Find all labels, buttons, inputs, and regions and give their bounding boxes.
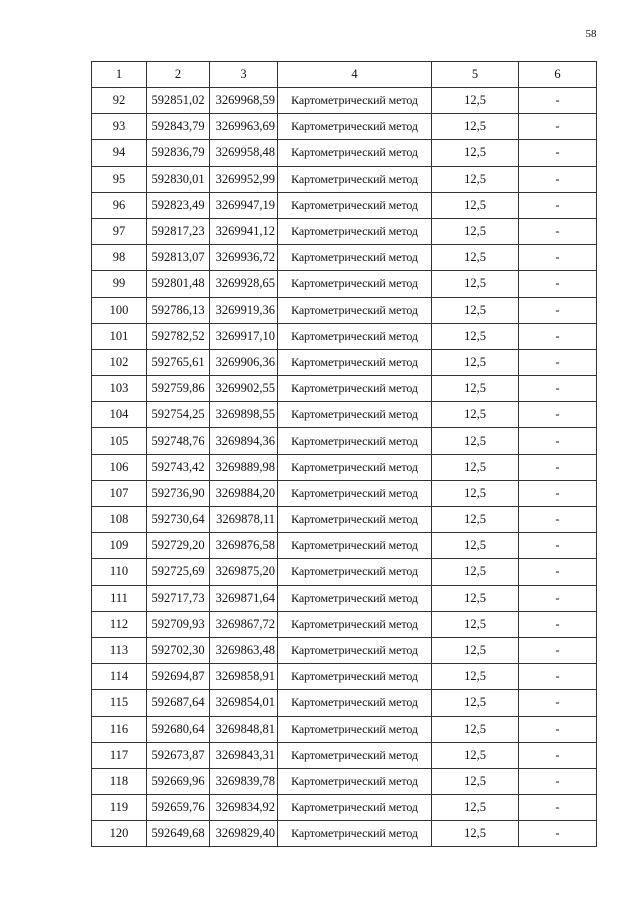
accuracy-cell: 12,5 xyxy=(432,114,519,140)
table-row xyxy=(92,716,597,742)
point-number-cell: 115 xyxy=(92,690,147,716)
note-cell: - xyxy=(519,716,597,742)
x-coordinate-cell: 592743,42 xyxy=(147,454,210,480)
x-coordinate-cell: 592709,93 xyxy=(147,611,210,637)
y-coordinate-cell: 3269952,99 xyxy=(210,166,278,192)
note-cell: - xyxy=(519,507,597,533)
table-row xyxy=(92,140,597,166)
table-row xyxy=(92,218,597,244)
table-body xyxy=(92,88,597,847)
x-coordinate-cell: 592759,86 xyxy=(147,376,210,402)
x-coordinate-cell: 592801,48 xyxy=(147,271,210,297)
y-coordinate-cell: 3269963,69 xyxy=(210,114,278,140)
accuracy-cell: 12,5 xyxy=(432,297,519,323)
note-cell: - xyxy=(519,218,597,244)
method-cell: Картометрический метод xyxy=(278,690,432,716)
note-cell: - xyxy=(519,140,597,166)
method-cell: Картометрический метод xyxy=(278,245,432,271)
point-number-cell: 93 xyxy=(92,114,147,140)
table-row xyxy=(92,271,597,297)
x-coordinate-cell: 592659,76 xyxy=(147,795,210,821)
note-cell: - xyxy=(519,166,597,192)
method-cell: Картометрический метод xyxy=(278,637,432,663)
note-cell: - xyxy=(519,297,597,323)
method-cell: Картометрический метод xyxy=(278,428,432,454)
accuracy-cell: 12,5 xyxy=(432,742,519,768)
y-coordinate-cell: 3269878,11 xyxy=(210,507,278,533)
point-number-cell: 112 xyxy=(92,611,147,637)
x-coordinate-cell: 592736,90 xyxy=(147,480,210,506)
table-row xyxy=(92,637,597,663)
accuracy-cell: 12,5 xyxy=(432,323,519,349)
point-number-cell: 119 xyxy=(92,795,147,821)
point-number-cell: 100 xyxy=(92,297,147,323)
y-coordinate-cell: 3269919,36 xyxy=(210,297,278,323)
note-cell: - xyxy=(519,533,597,559)
point-number-cell: 99 xyxy=(92,271,147,297)
x-coordinate-cell: 592673,87 xyxy=(147,742,210,768)
point-number-cell: 96 xyxy=(92,192,147,218)
note-cell: - xyxy=(519,480,597,506)
y-coordinate-cell: 3269958,48 xyxy=(210,140,278,166)
point-number-cell: 104 xyxy=(92,402,147,428)
table-row xyxy=(92,611,597,637)
note-cell: - xyxy=(519,271,597,297)
x-coordinate-cell: 592754,25 xyxy=(147,402,210,428)
note-cell: - xyxy=(519,323,597,349)
y-coordinate-cell: 3269906,36 xyxy=(210,349,278,375)
x-coordinate-cell: 592649,68 xyxy=(147,821,210,847)
x-coordinate-cell: 592786,13 xyxy=(147,297,210,323)
point-number-cell: 120 xyxy=(92,821,147,847)
accuracy-cell: 12,5 xyxy=(432,245,519,271)
table-row xyxy=(92,376,597,402)
accuracy-cell: 12,5 xyxy=(432,271,519,297)
table-row xyxy=(92,768,597,794)
y-coordinate-cell: 3269867,72 xyxy=(210,611,278,637)
note-cell: - xyxy=(519,585,597,611)
point-number-cell: 117 xyxy=(92,742,147,768)
y-coordinate-cell: 3269876,58 xyxy=(210,533,278,559)
x-coordinate-cell: 592765,61 xyxy=(147,349,210,375)
point-number-cell: 95 xyxy=(92,166,147,192)
table-row xyxy=(92,559,597,585)
header-cell-2: 2 xyxy=(147,62,210,88)
x-coordinate-cell: 592694,87 xyxy=(147,664,210,690)
x-coordinate-cell: 592830,01 xyxy=(147,166,210,192)
header-cell-6: 6 xyxy=(519,62,597,88)
point-number-cell: 110 xyxy=(92,559,147,585)
accuracy-cell: 12,5 xyxy=(432,192,519,218)
x-coordinate-cell: 592702,30 xyxy=(147,637,210,663)
method-cell: Картометрический метод xyxy=(278,795,432,821)
point-number-cell: 103 xyxy=(92,376,147,402)
y-coordinate-cell: 3269854,01 xyxy=(210,690,278,716)
table-row xyxy=(92,821,597,847)
method-cell: Картометрический метод xyxy=(278,323,432,349)
method-cell: Картометрический метод xyxy=(278,402,432,428)
method-cell: Картометрический метод xyxy=(278,716,432,742)
page-number: 58 xyxy=(585,28,597,40)
x-coordinate-cell: 592823,49 xyxy=(147,192,210,218)
x-coordinate-cell: 592813,07 xyxy=(147,245,210,271)
header-cell-4: 4 xyxy=(278,62,432,88)
method-cell: Картометрический метод xyxy=(278,821,432,847)
y-coordinate-cell: 3269829,40 xyxy=(210,821,278,847)
point-number-cell: 114 xyxy=(92,664,147,690)
x-coordinate-cell: 592851,02 xyxy=(147,88,210,114)
accuracy-cell: 12,5 xyxy=(432,480,519,506)
method-cell: Картометрический метод xyxy=(278,742,432,768)
y-coordinate-cell: 3269843,31 xyxy=(210,742,278,768)
accuracy-cell: 12,5 xyxy=(432,533,519,559)
table-row xyxy=(92,349,597,375)
table-row xyxy=(92,585,597,611)
point-number-cell: 106 xyxy=(92,454,147,480)
point-number-cell: 107 xyxy=(92,480,147,506)
accuracy-cell: 12,5 xyxy=(432,88,519,114)
table-row xyxy=(92,166,597,192)
note-cell: - xyxy=(519,795,597,821)
y-coordinate-cell: 3269894,36 xyxy=(210,428,278,454)
method-cell: Картометрический метод xyxy=(278,166,432,192)
method-cell: Картометрический метод xyxy=(278,114,432,140)
method-cell: Картометрический метод xyxy=(278,297,432,323)
note-cell: - xyxy=(519,428,597,454)
accuracy-cell: 12,5 xyxy=(432,218,519,244)
note-cell: - xyxy=(519,402,597,428)
x-coordinate-cell: 592729,20 xyxy=(147,533,210,559)
point-number-cell: 113 xyxy=(92,637,147,663)
accuracy-cell: 12,5 xyxy=(432,166,519,192)
accuracy-cell: 12,5 xyxy=(432,349,519,375)
table-row xyxy=(92,245,597,271)
x-coordinate-cell: 592717,73 xyxy=(147,585,210,611)
accuracy-cell: 12,5 xyxy=(432,585,519,611)
y-coordinate-cell: 3269928,65 xyxy=(210,271,278,297)
accuracy-cell: 12,5 xyxy=(432,768,519,794)
accuracy-cell: 12,5 xyxy=(432,611,519,637)
accuracy-cell: 12,5 xyxy=(432,716,519,742)
table-row xyxy=(92,795,597,821)
x-coordinate-cell: 592836,79 xyxy=(147,140,210,166)
point-number-cell: 94 xyxy=(92,140,147,166)
note-cell: - xyxy=(519,664,597,690)
x-coordinate-cell: 592748,76 xyxy=(147,428,210,454)
y-coordinate-cell: 3269936,72 xyxy=(210,245,278,271)
x-coordinate-cell: 592817,23 xyxy=(147,218,210,244)
point-number-cell: 92 xyxy=(92,88,147,114)
point-number-cell: 108 xyxy=(92,507,147,533)
note-cell: - xyxy=(519,88,597,114)
accuracy-cell: 12,5 xyxy=(432,507,519,533)
table-row xyxy=(92,297,597,323)
accuracy-cell: 12,5 xyxy=(432,690,519,716)
y-coordinate-cell: 3269884,20 xyxy=(210,480,278,506)
note-cell: - xyxy=(519,690,597,716)
method-cell: Картометрический метод xyxy=(278,585,432,611)
method-cell: Картометрический метод xyxy=(278,559,432,585)
accuracy-cell: 12,5 xyxy=(432,140,519,166)
point-number-cell: 116 xyxy=(92,716,147,742)
accuracy-cell: 12,5 xyxy=(432,402,519,428)
accuracy-cell: 12,5 xyxy=(432,795,519,821)
y-coordinate-cell: 3269898,55 xyxy=(210,402,278,428)
y-coordinate-cell: 3269839,78 xyxy=(210,768,278,794)
table-row xyxy=(92,323,597,349)
x-coordinate-cell: 592843,79 xyxy=(147,114,210,140)
note-cell: - xyxy=(519,637,597,663)
note-cell: - xyxy=(519,245,597,271)
method-cell: Картометрический метод xyxy=(278,376,432,402)
note-cell: - xyxy=(519,454,597,480)
coordinates-table xyxy=(91,61,597,847)
note-cell: - xyxy=(519,349,597,375)
header-cell-1: 1 xyxy=(92,62,147,88)
method-cell: Картометрический метод xyxy=(278,611,432,637)
table-row xyxy=(92,88,597,114)
header-cell-5: 5 xyxy=(432,62,519,88)
point-number-cell: 102 xyxy=(92,349,147,375)
y-coordinate-cell: 3269968,59 xyxy=(210,88,278,114)
y-coordinate-cell: 3269871,64 xyxy=(210,585,278,611)
point-number-cell: 109 xyxy=(92,533,147,559)
y-coordinate-cell: 3269875,20 xyxy=(210,559,278,585)
note-cell: - xyxy=(519,768,597,794)
method-cell: Картометрический метод xyxy=(278,218,432,244)
point-number-cell: 111 xyxy=(92,585,147,611)
table-row xyxy=(92,454,597,480)
x-coordinate-cell: 592669,96 xyxy=(147,768,210,794)
accuracy-cell: 12,5 xyxy=(432,376,519,402)
accuracy-cell: 12,5 xyxy=(432,428,519,454)
method-cell: Картометрический метод xyxy=(278,480,432,506)
x-coordinate-cell: 592725,69 xyxy=(147,559,210,585)
method-cell: Картометрический метод xyxy=(278,349,432,375)
table-row xyxy=(92,192,597,218)
note-cell: - xyxy=(519,559,597,585)
note-cell: - xyxy=(519,611,597,637)
method-cell: Картометрический метод xyxy=(278,533,432,559)
y-coordinate-cell: 3269848,81 xyxy=(210,716,278,742)
header-cell-3: 3 xyxy=(210,62,278,88)
table-row xyxy=(92,428,597,454)
y-coordinate-cell: 3269834,92 xyxy=(210,795,278,821)
note-cell: - xyxy=(519,821,597,847)
method-cell: Картометрический метод xyxy=(278,88,432,114)
y-coordinate-cell: 3269941,12 xyxy=(210,218,278,244)
method-cell: Картометрический метод xyxy=(278,271,432,297)
header-row xyxy=(92,62,597,88)
table-row xyxy=(92,402,597,428)
table-row xyxy=(92,742,597,768)
accuracy-cell: 12,5 xyxy=(432,637,519,663)
y-coordinate-cell: 3269858,91 xyxy=(210,664,278,690)
point-number-cell: 98 xyxy=(92,245,147,271)
point-number-cell: 97 xyxy=(92,218,147,244)
table-row xyxy=(92,533,597,559)
point-number-cell: 118 xyxy=(92,768,147,794)
point-number-cell: 105 xyxy=(92,428,147,454)
method-cell: Картометрический метод xyxy=(278,768,432,794)
method-cell: Картометрический метод xyxy=(278,454,432,480)
accuracy-cell: 12,5 xyxy=(432,821,519,847)
y-coordinate-cell: 3269947,19 xyxy=(210,192,278,218)
point-number-cell: 101 xyxy=(92,323,147,349)
y-coordinate-cell: 3269902,55 xyxy=(210,376,278,402)
x-coordinate-cell: 592730,64 xyxy=(147,507,210,533)
method-cell: Картометрический метод xyxy=(278,507,432,533)
accuracy-cell: 12,5 xyxy=(432,454,519,480)
accuracy-cell: 12,5 xyxy=(432,559,519,585)
method-cell: Картометрический метод xyxy=(278,664,432,690)
table-row xyxy=(92,690,597,716)
y-coordinate-cell: 3269863,48 xyxy=(210,637,278,663)
method-cell: Картометрический метод xyxy=(278,192,432,218)
note-cell: - xyxy=(519,192,597,218)
x-coordinate-cell: 592680,64 xyxy=(147,716,210,742)
x-coordinate-cell: 592782,52 xyxy=(147,323,210,349)
table-row xyxy=(92,664,597,690)
table-row xyxy=(92,480,597,506)
note-cell: - xyxy=(519,114,597,140)
y-coordinate-cell: 3269889,98 xyxy=(210,454,278,480)
note-cell: - xyxy=(519,742,597,768)
x-coordinate-cell: 592687,64 xyxy=(147,690,210,716)
accuracy-cell: 12,5 xyxy=(432,664,519,690)
note-cell: - xyxy=(519,376,597,402)
table-row xyxy=(92,114,597,140)
method-cell: Картометрический метод xyxy=(278,140,432,166)
y-coordinate-cell: 3269917,10 xyxy=(210,323,278,349)
table-row xyxy=(92,507,597,533)
